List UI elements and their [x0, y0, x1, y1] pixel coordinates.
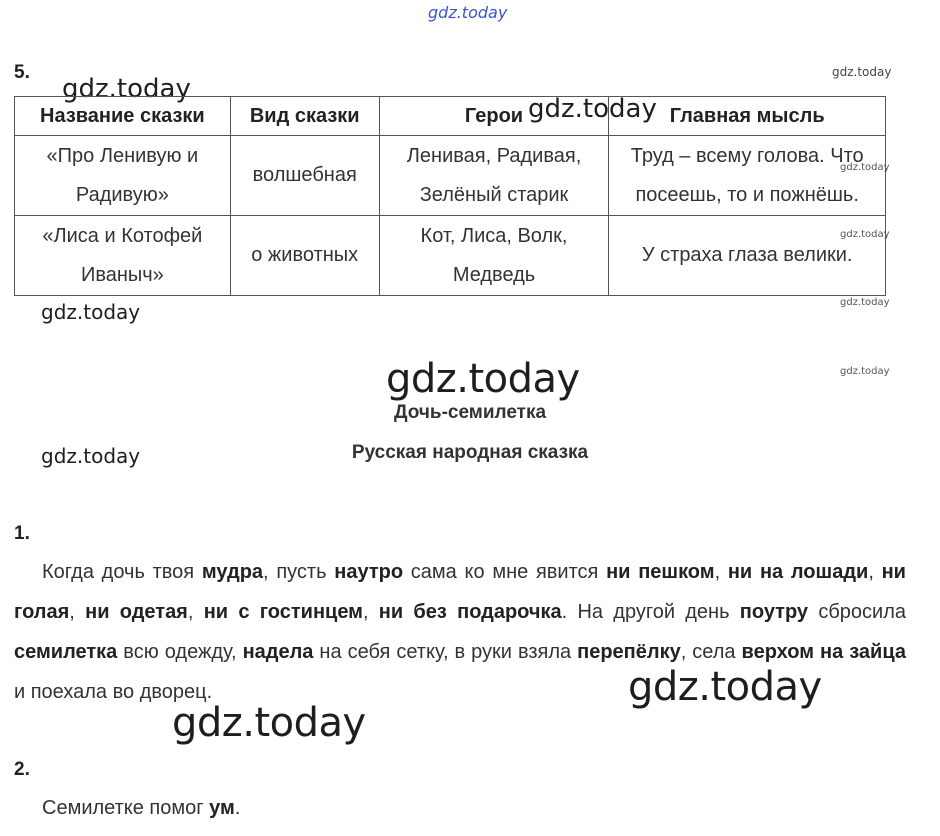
- watermark-right-tiny: gdz.today: [840, 366, 890, 377]
- watermark-paragraph-left: gdz.today: [172, 700, 366, 746]
- tales-table: [14, 96, 886, 296]
- bold-word: верхом на зайца: [741, 641, 906, 663]
- cell-heroes: [379, 216, 609, 296]
- text: ,: [187, 601, 204, 623]
- text: Семилетке помог: [42, 797, 210, 819]
- text: и поехала во дворец.: [14, 681, 213, 703]
- cell-main-idea: [609, 216, 886, 296]
- bold-word: мудра: [201, 561, 264, 583]
- watermark-right-tiny: gdz.today: [840, 229, 890, 240]
- bold-word: ни с гостинцем: [203, 601, 363, 623]
- text: ,: [362, 601, 379, 623]
- cell-heroes: [379, 136, 609, 216]
- text: ,: [69, 601, 86, 623]
- text: сбросила: [808, 601, 906, 623]
- bold-word: надела: [242, 641, 314, 663]
- text: на себя сетку, в руки взяла: [313, 641, 578, 663]
- task-5-number: 5.: [14, 62, 30, 83]
- cell-tale-type: волшебная: [230, 136, 379, 216]
- bold-word: ни без подарочка: [378, 601, 562, 623]
- bold-word: ни голая: [14, 561, 906, 623]
- cell-line: «Про Ленивую и: [46, 144, 199, 167]
- cell-line: Ленивая, Радивая,: [406, 144, 582, 167]
- text: , пусть: [263, 561, 335, 583]
- watermark-title: gdz.today: [386, 356, 580, 402]
- watermark-top: gdz.today: [428, 3, 508, 22]
- cell-line: «Лиса и Котофей: [42, 224, 203, 247]
- text: . На другой день: [561, 601, 740, 623]
- text: , села: [680, 641, 742, 663]
- header-tale-name: Название сказки: [15, 97, 231, 136]
- story-title: Дочь-семилетка: [393, 402, 547, 423]
- bold-word: ни на лошади: [727, 561, 869, 583]
- cell-tale-name: [15, 136, 231, 216]
- watermark-right-tiny: gdz.today: [840, 297, 890, 308]
- bold-word: ум: [209, 797, 235, 819]
- story-subtitle: Русская народная сказка: [351, 442, 589, 463]
- cell-tale-name: [15, 216, 231, 296]
- text: сама ко мне явится: [403, 561, 607, 583]
- watermark-header-mid: gdz.today: [528, 94, 657, 124]
- task-2-number: 2.: [14, 759, 30, 780]
- cell-line: Кот, Лиса, Волк,: [420, 224, 568, 247]
- cell-tale-type: о животных: [230, 216, 379, 296]
- header-tale-type: Вид сказки: [230, 97, 379, 136]
- cell-line: Иваныч»: [80, 263, 164, 286]
- bold-word: ни одетая: [85, 601, 188, 623]
- watermark-right-small: gdz.today: [832, 65, 892, 79]
- watermark-subtitle-left: gdz.today: [41, 444, 141, 468]
- text: Когда дочь твоя: [42, 561, 202, 583]
- cell-line: посеешь, то и пожнёшь.: [635, 183, 859, 206]
- text: ,: [868, 561, 882, 583]
- text: всю одежду,: [117, 641, 243, 663]
- task-2-paragraph: [14, 788, 906, 828]
- watermark-below-table: gdz.today: [41, 300, 141, 324]
- bold-word: поутру: [739, 601, 809, 623]
- bold-word: ни пешком: [606, 561, 715, 583]
- table-header-row: [15, 97, 886, 136]
- text: ,: [714, 561, 728, 583]
- text: .: [234, 797, 241, 819]
- header-main-idea: Главная мысль: [609, 97, 886, 136]
- task-1-number: 1.: [14, 523, 30, 544]
- watermark-paragraph-right: gdz.today: [628, 664, 822, 710]
- header-heroes: Герои: [379, 97, 609, 136]
- table-row: [15, 136, 886, 216]
- bold-word: наутро: [334, 561, 404, 583]
- table-row: [15, 216, 886, 296]
- bold-word: семилетка: [14, 641, 118, 663]
- watermark-right-tiny: gdz.today: [840, 162, 890, 173]
- cell-line: Медведь: [452, 263, 536, 286]
- cell-main-idea: [609, 136, 886, 216]
- watermark-header-left: gdz.today: [62, 74, 191, 104]
- cell-line: Радивую»: [75, 183, 169, 206]
- bold-word: перепёлку: [577, 641, 681, 663]
- cell-line: У страха глаза велики.: [641, 244, 853, 266]
- cell-line: Труд – всему голова. Что: [630, 144, 864, 167]
- cell-line: Зелёный старик: [419, 183, 569, 206]
